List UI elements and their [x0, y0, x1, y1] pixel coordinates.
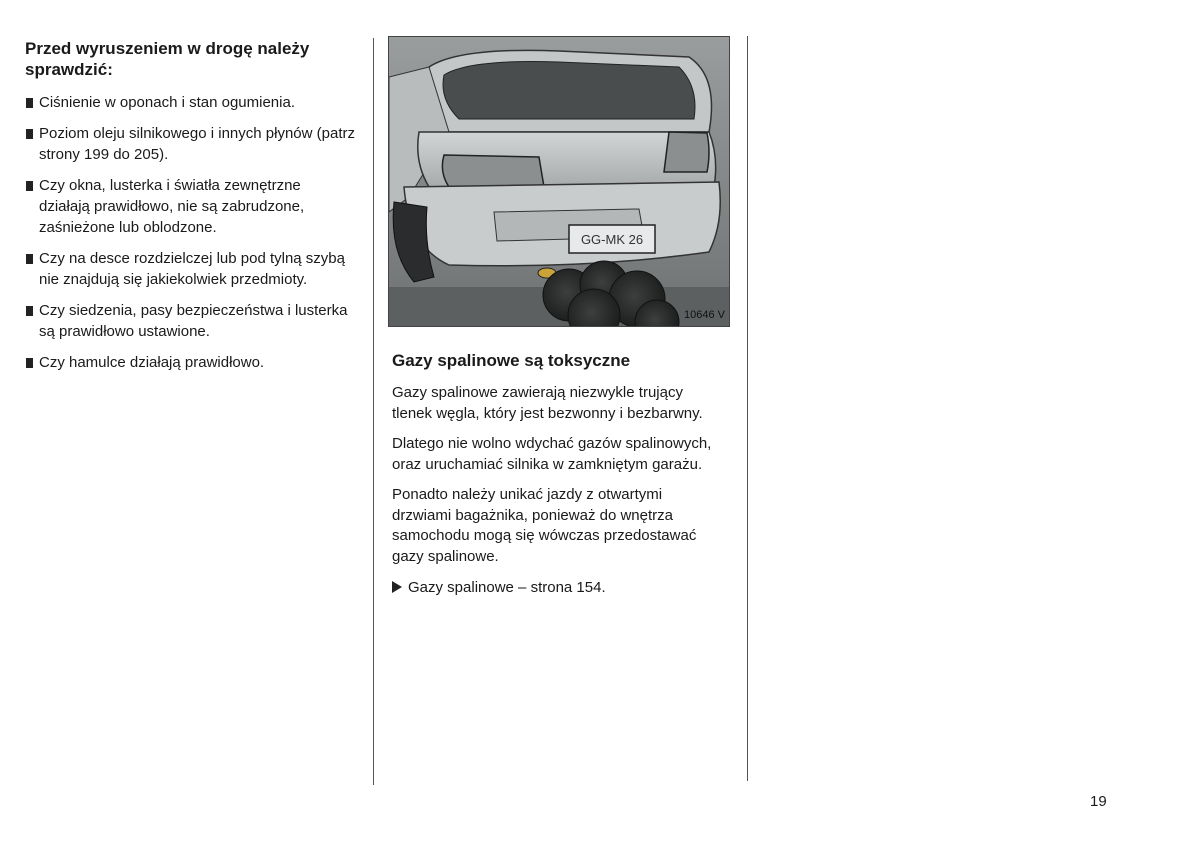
square-bullet-icon — [26, 254, 33, 264]
square-bullet-icon — [26, 306, 33, 316]
checklist-item: Czy hamulce działają prawidłowo. — [25, 352, 355, 373]
figure-code: 10646 V — [684, 309, 725, 321]
square-bullet-icon — [26, 98, 33, 108]
paragraph: Gazy spalinowe zawierają niezwykle trujący tlenek węgla, który jest bezwonny i bezbarwny. — [392, 384, 703, 422]
column-divider-right — [747, 36, 748, 781]
square-bullet-icon — [26, 129, 33, 139]
right-column — [388, 36, 730, 598]
square-bullet-icon — [26, 358, 33, 368]
checklist-item: Ciśnienie w oponach i stan ogumienia. — [25, 92, 355, 113]
checklist-heading: Przed wyruszeniem w drogę należy sprawdzić: — [25, 39, 310, 79]
checklist-item: Czy siedzenia, pasy bezpieczeństwa i lusterka są prawidłowo ustawione. — [25, 300, 355, 342]
square-bullet-icon — [26, 181, 33, 191]
checklist-item: Poziom oleju silnikowego i innych płynów (patrz strony 199 do 205). — [25, 123, 355, 165]
page-number: 19 — [1090, 793, 1107, 810]
car-exhaust-illustration — [388, 36, 730, 327]
checklist-item: Czy na desce rozdzielczej lub pod tylną szybą nie znajdują się jakiekolwiek przedmioty. — [25, 248, 355, 290]
left-column — [25, 38, 355, 383]
license-plate-text: GG-MK 26 — [580, 232, 644, 247]
cross-reference: Gazy spalinowe – strona 154. — [392, 577, 730, 598]
arrow-right-icon — [392, 581, 402, 593]
paragraph: Dlatego nie wolno wdychać gazów spalinowych, oraz uruchamiać silnika w zamkniętym garażu. — [392, 435, 712, 473]
paragraph: Ponadto należy unikać jazdy z otwartymi drzwiami bagażnika, ponieważ do wnętrza samochodu mogą się wówczas przedostawać gazy spalinowe. — [392, 486, 697, 565]
car-rear-drawing — [389, 37, 729, 326]
checklist-item: Czy okna, lusterka i światła zewnętrzne działają prawidłowo, nie są zabrudzone, zaśnieżone lub oblodzone. — [25, 175, 355, 238]
section-title: Gazy spalinowe są toksyczne — [392, 351, 631, 370]
column-divider-left — [373, 38, 374, 785]
